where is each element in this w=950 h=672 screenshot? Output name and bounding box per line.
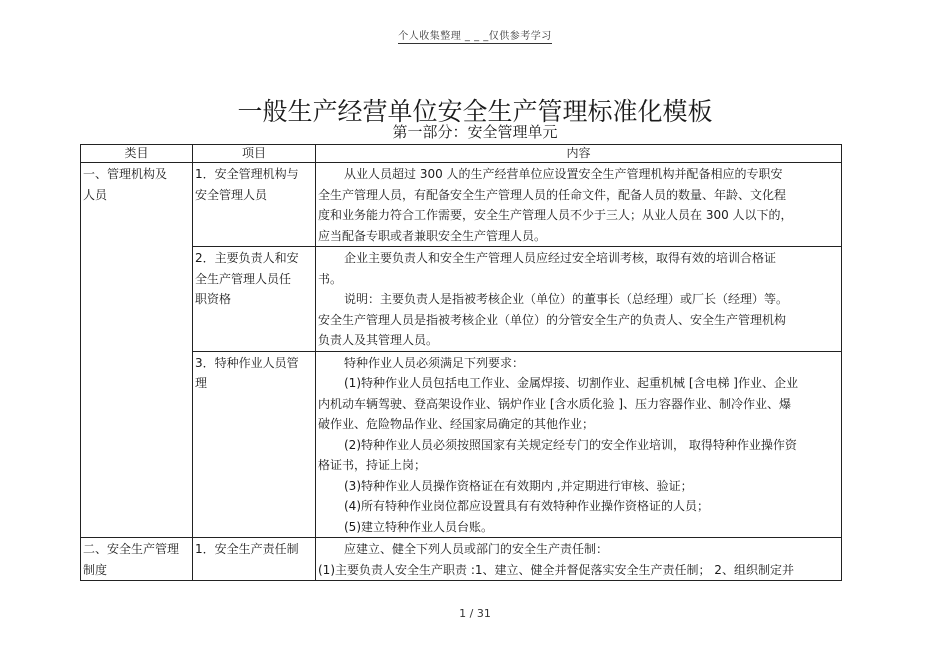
table-row — [81, 351, 842, 538]
column-header-category: 类目 — [81, 145, 193, 163]
content-line: 企业主要负责人和安全生产管理人员应经过安全培训考核，取得有效的培训合格证 — [344, 251, 777, 265]
content-line: 书。 — [318, 271, 343, 286]
content-line: 内机动车辆驾驶、登高架设作业、锅炉作业 [含水质化验 ]、压力容器作业、制冷作业、爆 — [318, 396, 791, 411]
content-cell — [316, 538, 842, 581]
content-line: (2)特种作业人员必须按照国家有关规定经专门的安全作业培训， 取得特种作业操作资 — [344, 437, 797, 452]
content-cell — [316, 247, 842, 352]
column-header-item: 项目 — [193, 145, 316, 163]
content-line: 应当配备专职或者兼职安全生产管理人员。 — [318, 228, 547, 243]
content-line: (1)特种作业人员包括电工作业、金属焊接、切割作业、起重机械 [含电梯 ]作业、企业 — [344, 376, 798, 390]
item-cell — [193, 351, 316, 538]
table-row — [81, 163, 842, 247]
content-line: 破作业、危险物品作业、经国家局确定的其他作业； — [318, 417, 595, 431]
document-title: 一般生产经营单位安全生产管理标准化模板 — [237, 97, 713, 126]
column-header-content: 内容 — [316, 145, 842, 163]
category-text: 制度 — [83, 562, 108, 577]
table-row — [81, 538, 842, 581]
content-cell — [316, 351, 842, 538]
content-line: (4)所有特种作业岗位都应设置具有有效特种作业操作资格证的人员； — [344, 499, 710, 513]
header-note: 个人收集整理 _ _ _仅供参考学习 — [398, 31, 552, 42]
standards-table — [80, 144, 842, 581]
item-cell — [193, 538, 316, 581]
page-number: 1 / 31 — [459, 607, 491, 620]
item-text: 1．安全管理机构与 — [195, 167, 299, 181]
content-line: (5)建立特种作业人员台账。 — [344, 519, 493, 534]
content-line: 负责人及其管理人员。 — [318, 333, 439, 347]
table-row — [81, 247, 842, 352]
item-text: 1．安全生产责任制 — [195, 542, 299, 556]
table-header-row — [81, 145, 842, 163]
category-cell — [81, 163, 193, 538]
content-line: (1)主要负责人安全生产职责 :1、建立、健全并督促落实安全生产责任制； 2、组织制定并 — [318, 562, 794, 577]
document-subtitle: 第一部分：安全管理单元 — [392, 123, 558, 141]
content-line: 说明：主要负责人是指被考核企业（单位）的董事长（总经理）或厂长（经理）等。 — [344, 292, 789, 306]
content-line: 特种作业人员必须满足下列要求： — [344, 355, 525, 370]
content-line: 安全生产管理人员是指被考核企业（单位）的分管安全生产的负责人、安全生产管理机构 — [318, 312, 787, 327]
item-cell — [193, 247, 316, 352]
category-text: 人员 — [83, 187, 108, 202]
item-text: 全生产管理人员任 — [195, 271, 292, 286]
content-cell — [316, 163, 842, 247]
content-line: 全生产管理人员，有配备安全生产管理人员的任命文件，配备人员的数量、年龄、文化程 — [318, 187, 787, 202]
content-line: 格证书，持证上岗； — [318, 458, 427, 472]
item-cell — [193, 163, 316, 247]
content-line: 从业人员超过 300 人的生产经营单位应设置安全生产管理机构并配备相应的专职安 — [344, 167, 783, 181]
item-text: 2．主要负责人和安 — [195, 251, 299, 265]
content-line: 应建立、健全下列人员或部门的安全生产责任制： — [344, 542, 609, 556]
item-text: 理 — [195, 376, 208, 390]
category-text: 二、安全生产管理 — [83, 542, 180, 556]
category-text: 一、管理机构及 — [83, 167, 168, 181]
content-line: 度和业务能力符合工作需要，安全生产管理人员不少于三人；从业人员在 300 人以下的， — [318, 208, 793, 222]
category-cell — [81, 538, 193, 581]
item-text: 安全管理人员 — [195, 187, 268, 202]
item-text: 职资格 — [195, 292, 232, 306]
content-line: (3)特种作业人员操作资格证在有效期内 ,并定期进行审核、验证； — [344, 478, 693, 493]
item-text: 3．特种作业人员管 — [195, 355, 299, 370]
